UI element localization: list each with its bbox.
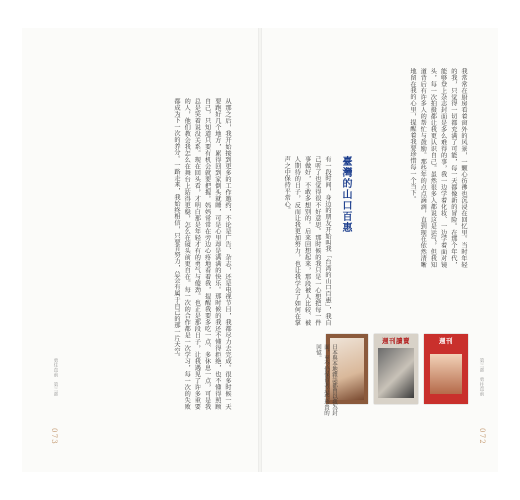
photo-caption: 日本與本地雜誌都曾以我為封面，至今仍保留著這些珍貴的回憶。 xyxy=(315,344,337,416)
body-text-left: 从那之后，我开始接到更多的工作邀约，不论是广告、杂志，还是电视节目，我都尽力去完成。很多时候一天要跑好几个地方，累得回到家倒头就睡，可是心里却是满满的快乐。那时候的我还不懂得拒绝，也不懂得照顾自己，只知道只要有机会就要把握。妈妈常常在旁边心疼地看着我，提醒我要多吃一点、多休息一点，可是我总是笑着说没关系。现在回头看，才明白那是年轻才有的勇气与傻劲。也正是那段日子，让我遇见了许多重要的人，他们教会我怎么在舞台上站得更稳，怎么在镜头前更自在。每一次的合作都是一次学习，每一次的失败都成为下一次的养分。一路走来，我始终相信，只要肯努力，总会有属于自己的那一片天空。 xyxy=(172,98,231,410)
running-header-left: 勇往直前 第三部 xyxy=(53,358,58,397)
magazine-cover-2 xyxy=(374,334,418,404)
running-header-right: 第三部 勇往直前 xyxy=(479,358,484,397)
page-number-left: 073 xyxy=(50,428,58,445)
page-number-right: 072 xyxy=(478,428,486,445)
magazine-1-photo xyxy=(430,354,462,394)
section-heading: 臺灣的山口百惠 xyxy=(340,156,351,233)
body-text-right-2: 有一段时间，身边的朋友开始叫我「台湾的山口百惠」，我自己听了也觉得很不好意思。那时候的我只是一心想把每一件事做好，不敢多想别的。后来回想起来，那段被人比较、被人期待的日子，反而让我更加努力，也让我学会了如何在掌声之中保持平常心。 xyxy=(283,156,331,326)
magazine-1-title: 週刊 xyxy=(439,337,453,345)
magazine-2-photo xyxy=(378,348,414,398)
magazine-cover-1 xyxy=(424,334,468,404)
magazine-2-title: 週刊讀賣 xyxy=(382,337,410,345)
body-text-right: 我常常在厨房看着窗外的风景，一颗心彷彿也沉浸在回忆里。当时年轻的我，只觉得一切都充满了可能，每一天都像新的冒险。在那个年代，能够登上杂志封面是多么难得的事，我一边学着化妆、一边学着面对镜头，每一次拍摄都让我更认识自己。虽然很多人都说这是运气，但我知道背后有许多人的帮忙与鼓励。那些年的点点滴滴，直到现在依然清晰地留在我的心里，提醒着我要珍惜每一个当下。 xyxy=(408,68,467,268)
left-page xyxy=(22,28,258,472)
right-page xyxy=(262,28,498,472)
